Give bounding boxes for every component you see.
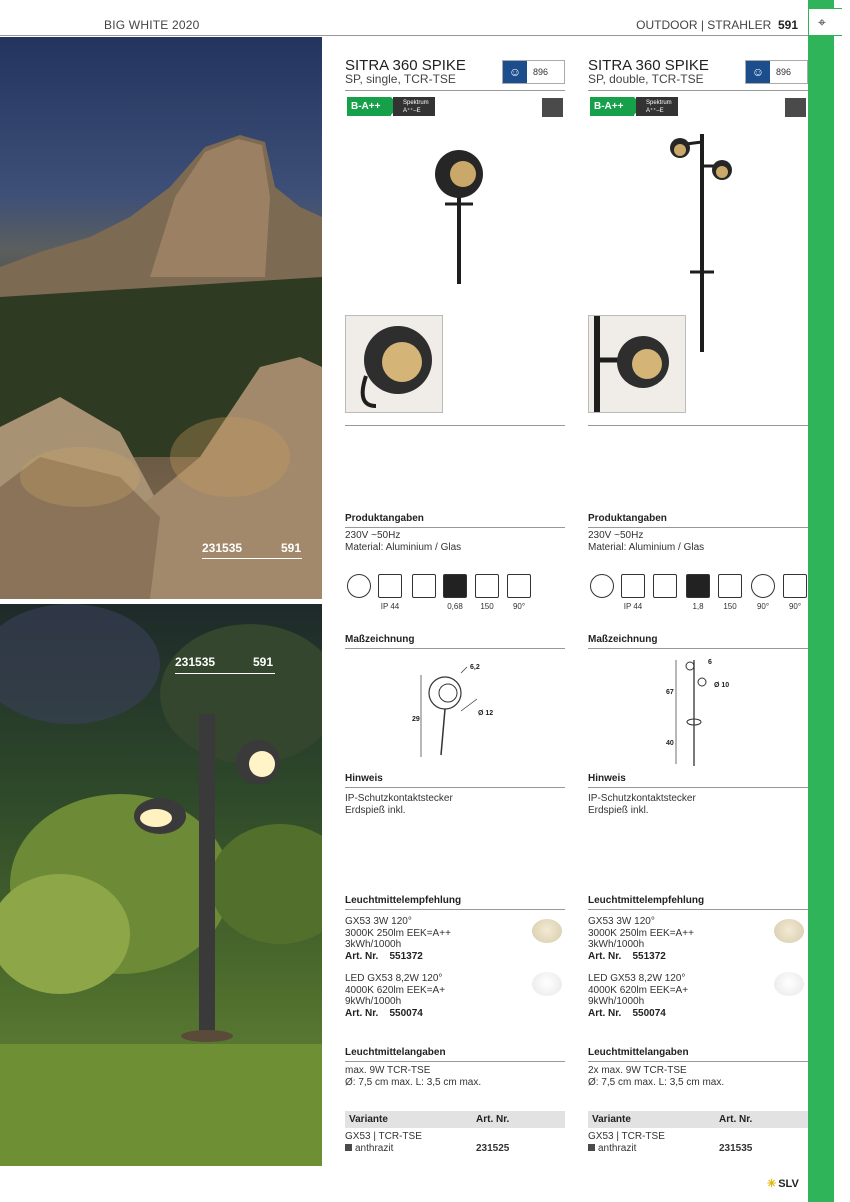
color-swatch-anthrazit bbox=[542, 98, 563, 117]
weight-icon bbox=[686, 574, 710, 598]
lamp-art-number: 550074 bbox=[389, 1007, 423, 1019]
dimension-icon bbox=[412, 574, 436, 598]
ambient-photo-path bbox=[0, 37, 322, 599]
cable-length-icon bbox=[718, 574, 742, 598]
dimension-drawing-single bbox=[405, 663, 515, 763]
photo-page-ref: 591 bbox=[281, 541, 302, 555]
product-thumbnail[interactable] bbox=[345, 315, 443, 413]
specs-heading: Produktangaben bbox=[588, 513, 808, 528]
chapter-bar bbox=[808, 0, 834, 1202]
lamp-art-number: 551372 bbox=[389, 950, 423, 962]
tilt-angle-icon bbox=[783, 574, 807, 598]
lamp-option: LED GX53 8,2W 120° 4000K 620lm EEK=A+ 9kWh/1000h Art. Nr. 550074 bbox=[588, 973, 689, 1019]
photo-label-underline bbox=[175, 673, 275, 674]
note-heading: Hinweis bbox=[588, 773, 808, 788]
weight-icon bbox=[443, 574, 467, 598]
product-card-single: SITRA 360 SPIKE SP, single, TCR-TSE ☺ 896 B-A++ Spektrum A⁺⁺–E Produktangaben 230V ~50Hz Material: Aluminium / Glas IP 44 0,68 150 90° Maßzeichnung 6,2 Ø 12 29 Hinweis IP-Schutzkontaktstecker Erdspieß inkl. Leuchtmittelempfehlung GX53 3W 120° 3000K 250lm EEK=A++ 3kWh/1000h Art. Nr. 551372 LED GX53 8,2W 120° 4000K 620lm EEK=A+ 9kWh/1000h Art. Nr. 550074 Leuchtmittelangaben max. 9W TCR-TSE Ø: 7,5 cm max. L: 3,5 cm max. Variante Art. Nr. GX53 | TCR-TSE anthrazit 231525 bbox=[345, 58, 565, 86]
garden-image bbox=[0, 604, 322, 1166]
dimension-icon bbox=[653, 574, 677, 598]
rotation-angle-icon bbox=[751, 574, 775, 598]
page-header bbox=[0, 0, 850, 36]
specs-material: Material: Aluminium / Glas bbox=[345, 542, 462, 553]
ip-rating-icon bbox=[621, 574, 645, 598]
note-heading: Hinweis bbox=[345, 773, 565, 788]
mountain-path-image bbox=[0, 37, 322, 599]
variant-table-header: Variante Art. Nr. bbox=[588, 1111, 808, 1128]
product-thumbnail[interactable] bbox=[588, 315, 686, 413]
lamp-recommendation-heading: Leuchtmittelempfehlung bbox=[345, 895, 565, 910]
lamp-option: GX53 3W 120° 3000K 250lm EEK=A++ 3kWh/1000h Art. Nr. 551372 bbox=[588, 916, 694, 962]
color-swatch-anthrazit bbox=[785, 98, 806, 117]
product-title: SITRA 360 SPIKE bbox=[345, 57, 466, 74]
lamp-data-heading: Leuchtmittelangaben bbox=[345, 1047, 565, 1062]
variant-color: anthrazit bbox=[345, 1143, 393, 1154]
lamp-art-number: 550074 bbox=[632, 1007, 666, 1019]
product-title: SITRA 360 SPIKE bbox=[588, 57, 709, 74]
variant-art-number[interactable]: 231535 bbox=[719, 1143, 753, 1154]
energy-label: B-A++ Spektrum A⁺⁺–E bbox=[347, 97, 433, 116]
ambient-photo-garden bbox=[0, 604, 322, 1166]
drawing-heading: Maßzeichnung bbox=[345, 634, 565, 649]
protection-class-icon bbox=[590, 574, 614, 598]
variant-color: anthrazit bbox=[588, 1143, 636, 1154]
catalog-ref[interactable]: ☺ 896 bbox=[502, 60, 565, 84]
photo-art-number: 231535 bbox=[175, 655, 216, 669]
lamp-option: LED GX53 8,2W 120° 4000K 620lm EEK=A+ 9kWh/1000h Art. Nr. 550074 bbox=[345, 973, 446, 1019]
people-icon: ☺ bbox=[746, 61, 770, 83]
page-number: 591 bbox=[777, 18, 798, 32]
ip-rating-icon bbox=[378, 574, 402, 598]
dimension-drawing-double bbox=[666, 656, 736, 768]
tilt-angle-icon bbox=[507, 574, 531, 598]
spotlight-icon: ⌖ bbox=[818, 14, 826, 30]
photo-label-underline bbox=[202, 558, 302, 559]
catalog-ref[interactable]: ☺ 896 bbox=[745, 60, 808, 84]
catalog-title: BIG WHITE 2020 bbox=[104, 18, 200, 32]
lamp-cool-image bbox=[532, 972, 562, 996]
lamp-option: GX53 3W 120° 3000K 250lm EEK=A++ 3kWh/1000h Art. Nr. 551372 bbox=[345, 916, 451, 962]
product-subtitle: SP, double, TCR-TSE bbox=[588, 72, 704, 86]
protection-class-icon bbox=[347, 574, 371, 598]
lamp-data-heading: Leuchtmittelangaben bbox=[588, 1047, 808, 1062]
sun-rays-icon: ✳ bbox=[767, 1178, 777, 1190]
variant-name: GX53 | TCR-TSE bbox=[345, 1131, 422, 1142]
section-title: OUTDOOR | STRAHLER 591 bbox=[636, 18, 798, 32]
specs-voltage: 230V ~50Hz bbox=[588, 530, 644, 541]
people-icon: ☺ bbox=[503, 61, 527, 83]
specs-heading: Produktangaben bbox=[345, 513, 565, 528]
energy-label: B-A++ Spektrum A⁺⁺–E bbox=[590, 97, 676, 116]
lamp-recommendation-heading: Leuchtmittelempfehlung bbox=[588, 895, 808, 910]
brand-logo: ✳ SLV bbox=[767, 1178, 799, 1190]
product-image-single bbox=[425, 146, 485, 286]
header-divider bbox=[0, 35, 808, 36]
lamp-warm-image bbox=[774, 919, 804, 943]
specs-material: Material: Aluminium / Glas bbox=[588, 542, 705, 553]
drawing-heading: Maßzeichnung bbox=[588, 634, 808, 649]
cable-length-icon bbox=[475, 574, 499, 598]
photo-page-ref: 591 bbox=[253, 655, 274, 669]
product-card-double: SITRA 360 SPIKE SP, double, TCR-TSE ☺ 896 B-A++ Spektrum A⁺⁺–E Produktangaben 230V ~50Hz Material: Aluminium / Glas IP 44 1,8 150 90° 90° Maßzeichnung 6 Ø 10 67 40 Hinweis IP-Schutzkontaktstecker Erdspieß inkl. Leuchtmittelempfehlung GX53 3W 120° 3000K 250lm EEK=A++ 3kWh/1000h Art. Nr. 551372 LED GX53 8,2W 120° 4000K 620lm EEK=A+ 9kWh/1000h Art. Nr. 550074 Leuchtmittelangaben 2x max. 9W TCR-TSE Ø: 7,5 cm max. L: 3,5 cm max. Variante Art. Nr. GX53 | TCR-TSE anthrazit 231535 bbox=[588, 58, 808, 86]
photo-art-number: 231535 bbox=[202, 541, 243, 555]
lamp-warm-image bbox=[532, 919, 562, 943]
variant-art-number[interactable]: 231525 bbox=[476, 1143, 510, 1154]
variant-name: GX53 | TCR-TSE bbox=[588, 1131, 665, 1142]
lamp-cool-image bbox=[774, 972, 804, 996]
variant-table-header: Variante Art. Nr. bbox=[345, 1111, 565, 1128]
specs-voltage: 230V ~50Hz bbox=[345, 530, 401, 541]
lamp-art-number: 551372 bbox=[632, 950, 666, 962]
product-subtitle: SP, single, TCR-TSE bbox=[345, 72, 456, 86]
